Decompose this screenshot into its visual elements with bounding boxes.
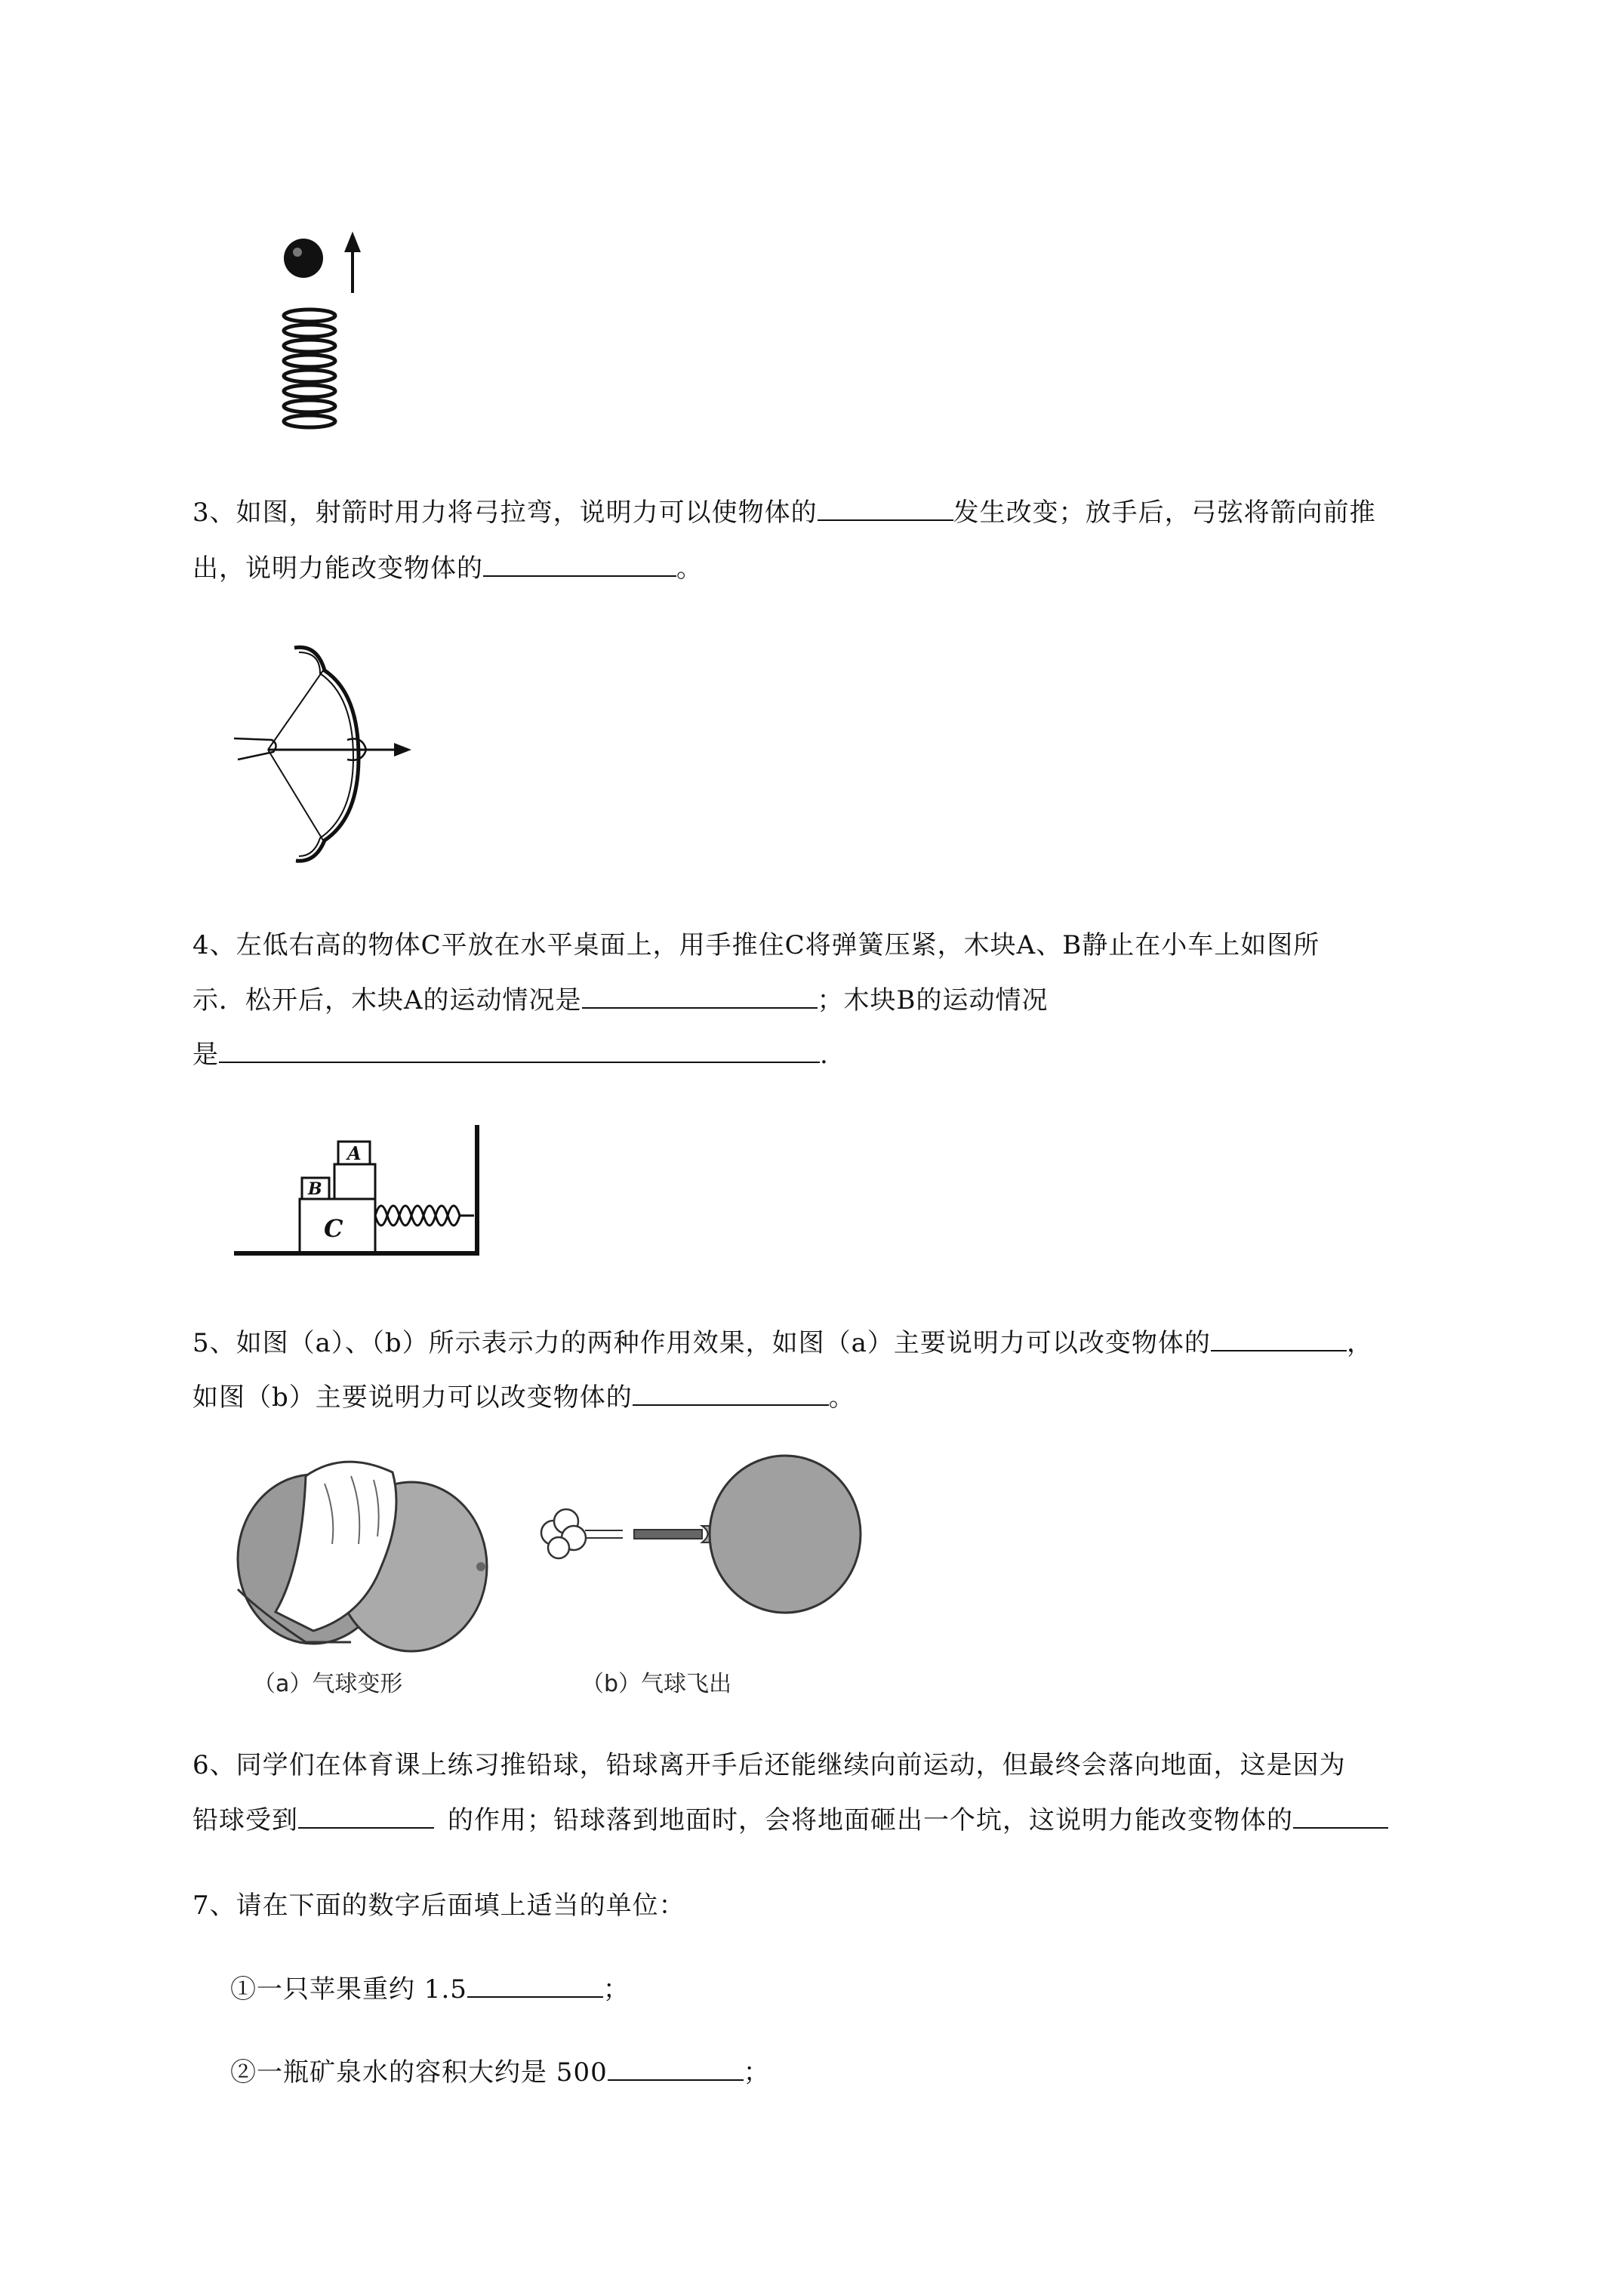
q6-line-2: 铅球受到 的作用；铅球落到地面时，会将地面砸出一个坑，这说明力能改变物体的 (192, 1804, 1388, 1835)
balloon-fly-figure (532, 1453, 879, 1703)
q4-blank-1[interactable] (582, 985, 818, 1009)
q5-blank-2[interactable] (633, 1382, 829, 1406)
up-arrow (346, 236, 359, 293)
q5-line-1: 5、如图（a）、（b）所示表示力的两种作用效果，如图（a）主要说明力可以改变物体的 ， (192, 1328, 1373, 1358)
q6-line-1: 6、同学们在体育课上练习推铅球，铅球离开手后还能继续向前运动，但最终会落向地面，这是因为 (192, 1750, 1346, 1780)
q5-blank-1[interactable] (1211, 1327, 1347, 1351)
block-c-upper (334, 1164, 375, 1199)
label-c: C (324, 1214, 343, 1243)
ball (284, 239, 323, 278)
q6-blank-1[interactable] (298, 1804, 434, 1829)
balloon-body (710, 1456, 861, 1613)
ball-spring-figure (272, 227, 377, 445)
q7-blank-2[interactable] (608, 2057, 744, 2081)
q3-line-1: 3、如图，射箭时用力将弓拉弯，说明力可以使物体的 发生改变；放手后，弓弦将箭向前推 (192, 498, 1376, 528)
q7-blank-1[interactable] (467, 1974, 603, 1998)
label-b: B (308, 1179, 322, 1199)
q4-line-2: 示．松开后，木块A的运动情况是 ；木块B的运动情况 (192, 985, 1049, 1015)
caption-a: （a）气球变形 (253, 1671, 403, 1697)
balloon-deform-figure (230, 1453, 502, 1703)
q3-blank-2[interactable] (483, 553, 676, 577)
q7-item-2: ②一瓶矿泉水的容积大约是 500 ； (230, 2057, 770, 2088)
air-puff (541, 1509, 586, 1558)
q3-blank-1[interactable] (818, 497, 953, 521)
q4-line-1: 4、左低右高的物体C平放在水平桌面上，用手推住C将弹簧压紧，木块A、B静止在小车上如图所 (192, 930, 1320, 960)
q4-line-3: 是 . (192, 1040, 829, 1070)
spring (375, 1206, 474, 1216)
caption-b: （b）气球飞出 (581, 1671, 732, 1697)
q7-item-1: ①一只苹果重约 1.5 ； (230, 1974, 630, 2005)
q6-blank-2[interactable] (1293, 1804, 1388, 1829)
bowstring-top (268, 670, 323, 750)
bow-arrow-figure (226, 640, 423, 867)
nozzle-tube (634, 1530, 702, 1539)
q7-line-1: 7、请在下面的数字后面填上适当的单位： (192, 1891, 685, 1921)
bowstring-bottom (268, 750, 323, 840)
spring (284, 310, 335, 427)
label-a: A (347, 1142, 362, 1164)
arrow-head (394, 743, 411, 757)
blocks-spring-figure (230, 1125, 487, 1261)
q4-blank-2[interactable] (219, 1039, 820, 1063)
q5-line-2: 如图（b）主要说明力可以改变物体的 。 (192, 1382, 855, 1413)
q3-line-2: 出，说明力能改变物体的 。 (192, 553, 703, 584)
